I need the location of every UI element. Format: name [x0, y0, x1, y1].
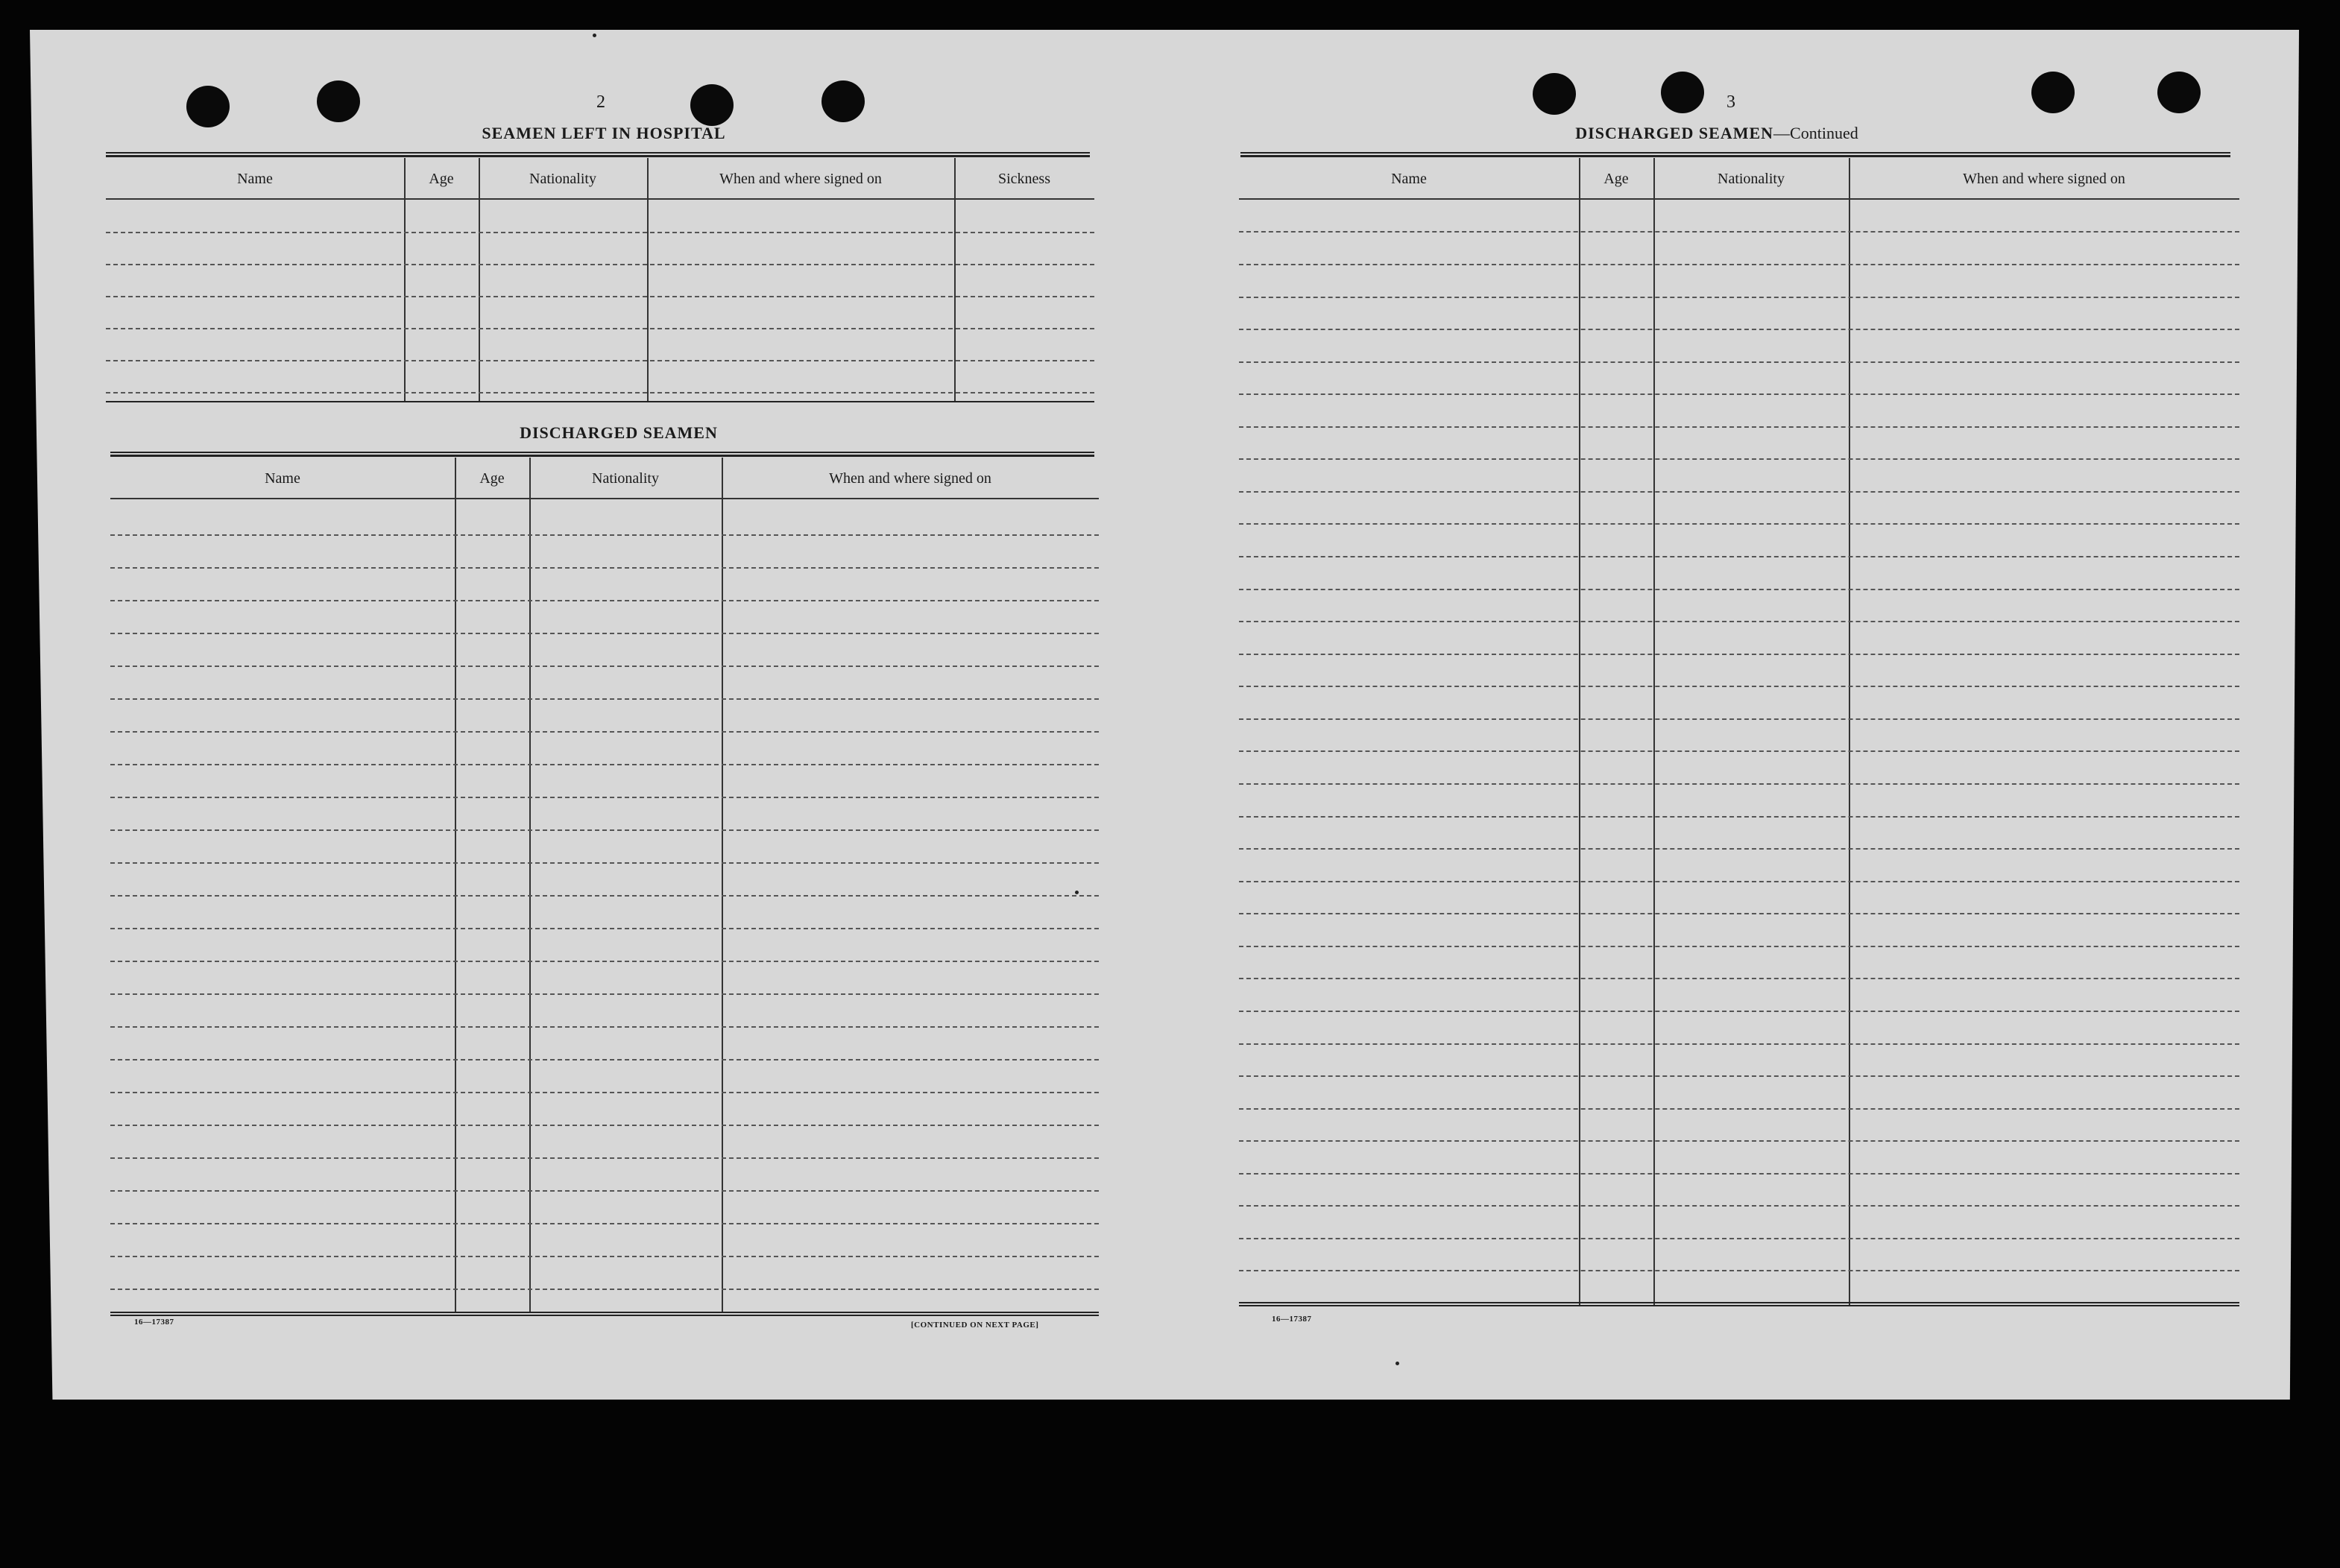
hospital-col-age: Age	[429, 170, 454, 187]
entry-line	[110, 1157, 1099, 1159]
column-divider	[479, 158, 480, 401]
entry-line	[1239, 523, 2239, 525]
entry-line	[110, 862, 1099, 864]
entry-line	[1239, 1173, 2239, 1175]
entry-line	[110, 961, 1099, 962]
entry-line	[1239, 946, 2239, 947]
punch-hole	[186, 86, 230, 127]
entry-line	[106, 296, 1094, 297]
entry-line	[110, 534, 1099, 536]
hospital-title: SEAMEN LEFT IN HOSPITAL	[482, 124, 726, 142]
entry-line	[1239, 589, 2239, 590]
discharged-continued-title	[1551, 124, 1883, 143]
entry-line	[110, 1059, 1099, 1060]
form-number-right: 16—17387	[1272, 1315, 1312, 1324]
continued-col-nationality: Nationality	[1718, 170, 1785, 187]
entry-line	[1239, 264, 2239, 265]
entry-line	[1239, 1043, 2239, 1045]
punch-hole	[821, 80, 865, 122]
entry-line	[110, 829, 1099, 831]
entry-line	[1239, 1238, 2239, 1239]
entry-line	[1239, 816, 2239, 818]
entry-line	[1239, 848, 2239, 850]
entry-line	[110, 797, 1099, 798]
entry-line	[110, 993, 1099, 995]
punch-hole	[1533, 73, 1576, 115]
entry-line	[1239, 393, 2239, 395]
discharged-continued-title-main: DISCHARGED SEAMEN	[1575, 124, 1774, 142]
entry-line	[110, 1223, 1099, 1224]
discharged-col-signed-on: When and where signed on	[829, 470, 991, 487]
entry-line	[1239, 458, 2239, 460]
entry-line	[1239, 654, 2239, 655]
entry-line	[110, 1092, 1099, 1093]
entry-line	[110, 764, 1099, 765]
column-divider	[647, 158, 649, 401]
punch-hole	[690, 84, 734, 126]
discharged-continued-title-suffix: —Continued	[1773, 124, 1858, 142]
table-bottom-rule	[110, 1315, 1099, 1316]
entry-line	[1239, 881, 2239, 882]
entry-line	[110, 666, 1099, 667]
entry-line	[1239, 556, 2239, 557]
entry-line	[106, 232, 1094, 233]
column-divider	[404, 158, 406, 401]
entry-line	[110, 698, 1099, 700]
discharged-col-name: Name	[265, 470, 300, 487]
entry-line	[106, 360, 1094, 361]
entry-line	[110, 731, 1099, 733]
entry-line	[110, 1256, 1099, 1257]
column-divider	[529, 458, 531, 1313]
entry-line	[1239, 1075, 2239, 1077]
entry-line	[1239, 978, 2239, 979]
entry-line	[1239, 1108, 2239, 1110]
table-bottom-rule	[106, 401, 1094, 402]
speck	[593, 34, 596, 37]
punch-hole	[2157, 72, 2201, 113]
table-bottom-rule	[110, 1312, 1099, 1313]
discharged-top-rule-right	[1240, 152, 2230, 157]
punch-hole	[317, 80, 360, 122]
discharged-col-nationality: Nationality	[592, 470, 659, 487]
discharged-col-age: Age	[479, 470, 505, 487]
entry-line	[1239, 426, 2239, 428]
entry-line	[1239, 297, 2239, 298]
continued-col-name: Name	[1391, 170, 1427, 187]
discharged-table-right	[1239, 158, 2239, 1306]
hospital-col-sickness: Sickness	[998, 170, 1050, 187]
hospital-col-signed-on: When and where signed on	[719, 170, 882, 187]
speck	[1396, 1362, 1399, 1365]
continued-note: [CONTINUED ON NEXT PAGE]	[911, 1321, 1039, 1330]
column-divider	[1849, 158, 1850, 1306]
punch-hole	[1661, 72, 1704, 113]
column-divider	[1653, 158, 1655, 1306]
column-divider	[722, 458, 723, 1313]
hospital-top-rule	[106, 152, 1090, 157]
entry-line	[106, 392, 1094, 393]
discharged-title-left: DISCHARGED SEAMEN	[520, 423, 718, 442]
entry-line	[110, 1289, 1099, 1290]
entry-line	[110, 1026, 1099, 1028]
page-number-right: 3	[1726, 92, 1735, 112]
entry-line	[1239, 1205, 2239, 1207]
entry-line	[1239, 491, 2239, 493]
entry-line	[1239, 686, 2239, 687]
entry-line	[1239, 783, 2239, 785]
entry-line	[106, 328, 1094, 329]
entry-line	[1239, 718, 2239, 720]
entry-line	[1239, 1270, 2239, 1271]
entry-line	[110, 1190, 1099, 1192]
hospital-col-nationality: Nationality	[529, 170, 596, 187]
entry-line	[1239, 329, 2239, 330]
form-number-left: 16—17387	[134, 1318, 174, 1327]
column-divider	[954, 158, 956, 401]
punch-hole	[2031, 72, 2075, 113]
discharged-top-rule-left	[110, 452, 1094, 457]
entry-line	[1239, 1011, 2239, 1012]
table-bottom-rule	[1239, 1305, 2239, 1306]
entry-line	[1239, 750, 2239, 752]
entry-line	[1239, 621, 2239, 622]
table-bottom-rule	[1239, 1302, 2239, 1303]
entry-line	[1239, 231, 2239, 233]
entry-line	[106, 264, 1094, 265]
entry-line	[110, 600, 1099, 601]
column-divider	[455, 458, 456, 1313]
entry-line	[110, 567, 1099, 569]
entry-line	[110, 895, 1099, 897]
column-divider	[1579, 158, 1580, 1306]
entry-line	[1239, 1140, 2239, 1142]
hospital-table	[106, 158, 1094, 402]
entry-line	[110, 633, 1099, 634]
continued-col-signed-on: When and where signed on	[1963, 170, 2125, 187]
continued-col-age: Age	[1603, 170, 1629, 187]
entry-line	[1239, 361, 2239, 363]
entry-line	[110, 928, 1099, 929]
hospital-col-name: Name	[237, 170, 273, 187]
entry-line	[110, 1125, 1099, 1126]
entry-line	[1239, 913, 2239, 914]
discharged-table-left	[110, 458, 1099, 1315]
page-number-left: 2	[596, 92, 605, 112]
